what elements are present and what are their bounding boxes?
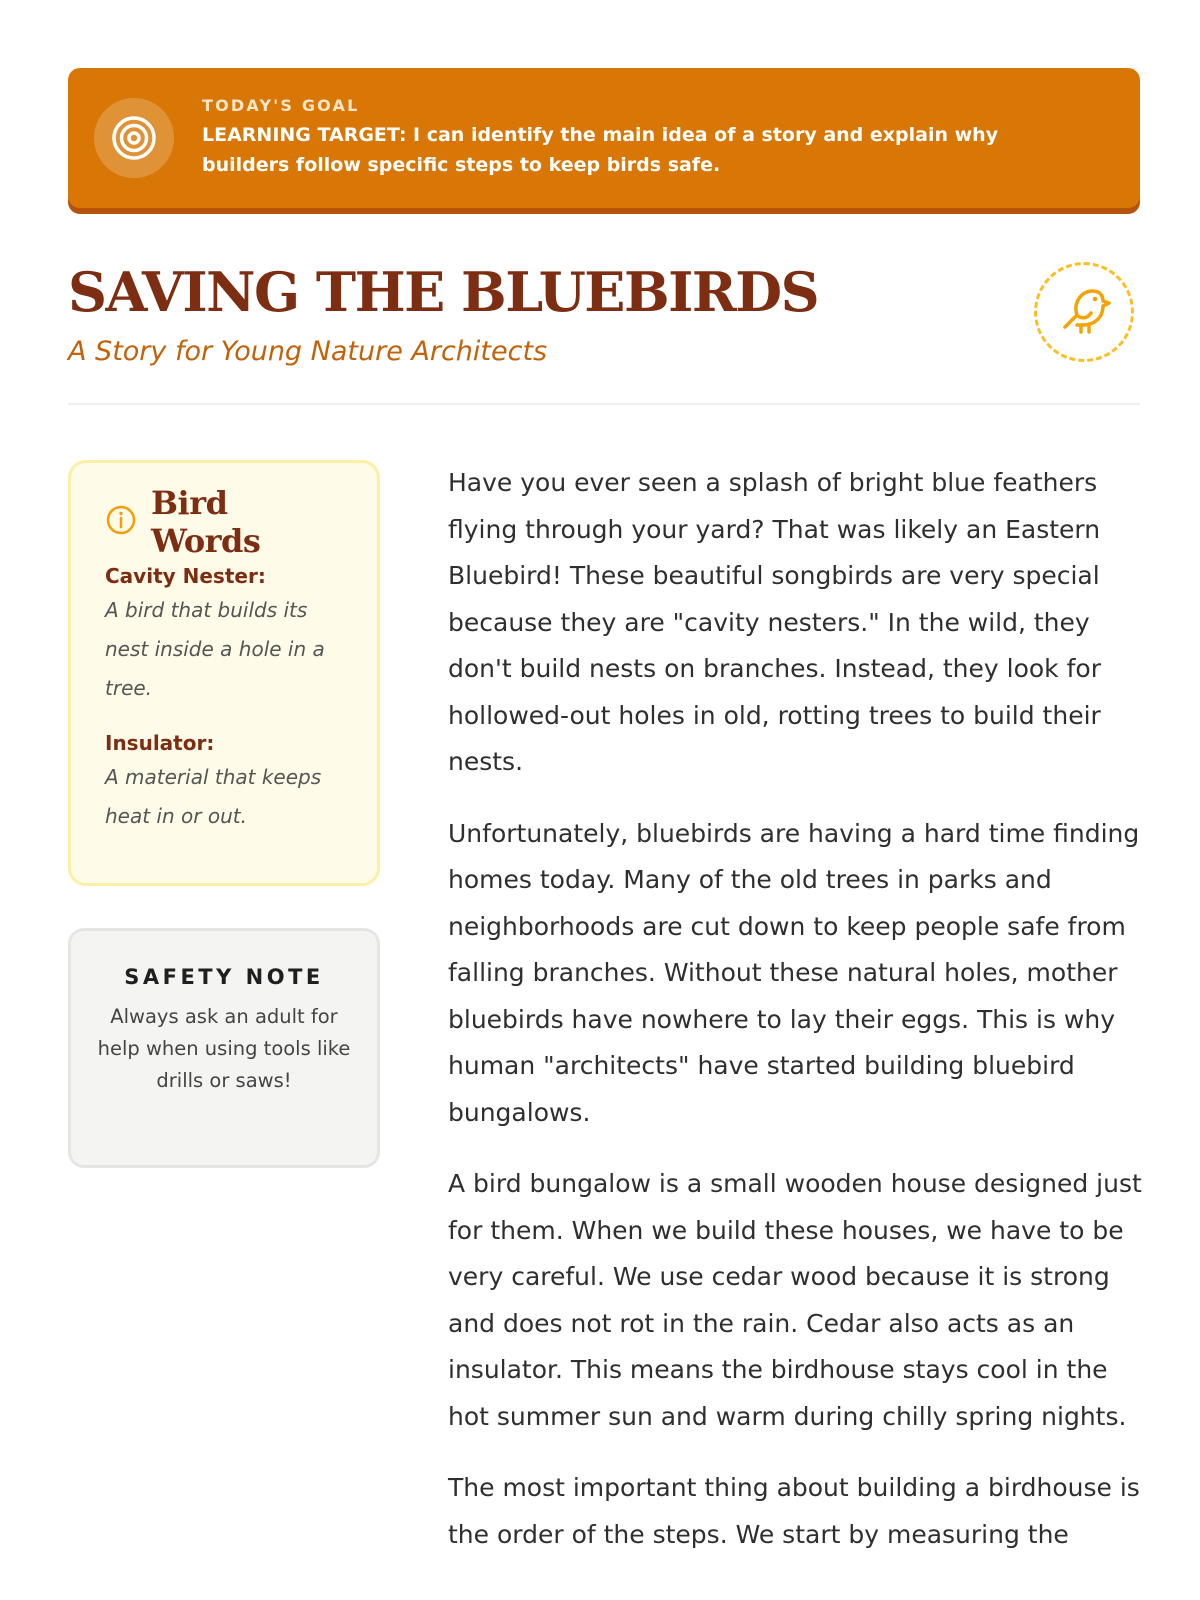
bird-icon [1055,281,1113,343]
safety-note-title: SAFETY NOTE [124,965,324,989]
learning-target-text: LEARNING TARGET: I can identify the main idea of a story and explain why builders follow specific steps to keep birds safe. [202,124,999,176]
safety-note-text: Always ask an adult for help when using tools like drills or saws! [97,1005,351,1092]
safety-note-box [68,928,380,1168]
story-paragraph: A bird bungalow is a small wooden house designed just for them. When we build these houses, we have to be very careful. We use cedar wood because it is strong and does not rot in the rain. Cedar also acts as an insulator. This means the birdhouse stays cool in the hot summer sun and warm during chilly spring nights. [448,1169,1142,1431]
vocabulary-term-name: Insulator: [105,731,215,755]
story-paragraph: Unfortunately, bluebirds are having a hard time finding homes today. Many of the old trees in parks and neighborhoods are cut down to keep people safe from falling branches. Without these natural holes, mother bluebirds have nowhere to lay their eggs. This is why human "architects" have started building bluebird bungalows. [448,818,1140,1127]
vocabulary-box [68,460,380,886]
learning-goal-banner [68,68,1140,208]
page-subtitle: A Story for Young Nature Architects [68,336,548,367]
target-icon [94,98,174,178]
info-icon [105,504,137,540]
vocabulary-term-definition: A material that keeps heat in or out. [105,765,322,828]
goal-label: TODAY'S GOAL [202,96,360,115]
vocabulary-header [105,484,343,560]
header-divider [68,403,1140,405]
story-body [448,460,1144,1583]
story-paragraph: Have you ever seen a splash of bright blue feathers flying through your yard? That was likely an Eastern Bluebird! These beautiful songbirds are very special because they are "cavity nesters." In the wild, they don't build nests on branches. Instead, they look for hollowed-out holes in old, rotting trees to build their nests. [448,468,1101,776]
vocabulary-term [105,561,343,708]
story-paragraph: The most important thing about building a birdhouse is the order of the steps. We start by measuring the [448,1473,1140,1549]
page-title: SAVING THE BLUEBIRDS [68,260,819,324]
vocabulary-term-name: Cavity Nester: [105,564,266,588]
vocabulary-term [105,728,343,836]
bird-badge [1034,262,1134,362]
vocabulary-title: Bird Words [151,484,261,560]
vocabulary-term-definition: A bird that builds its nest inside a hole in a tree. [105,598,325,700]
